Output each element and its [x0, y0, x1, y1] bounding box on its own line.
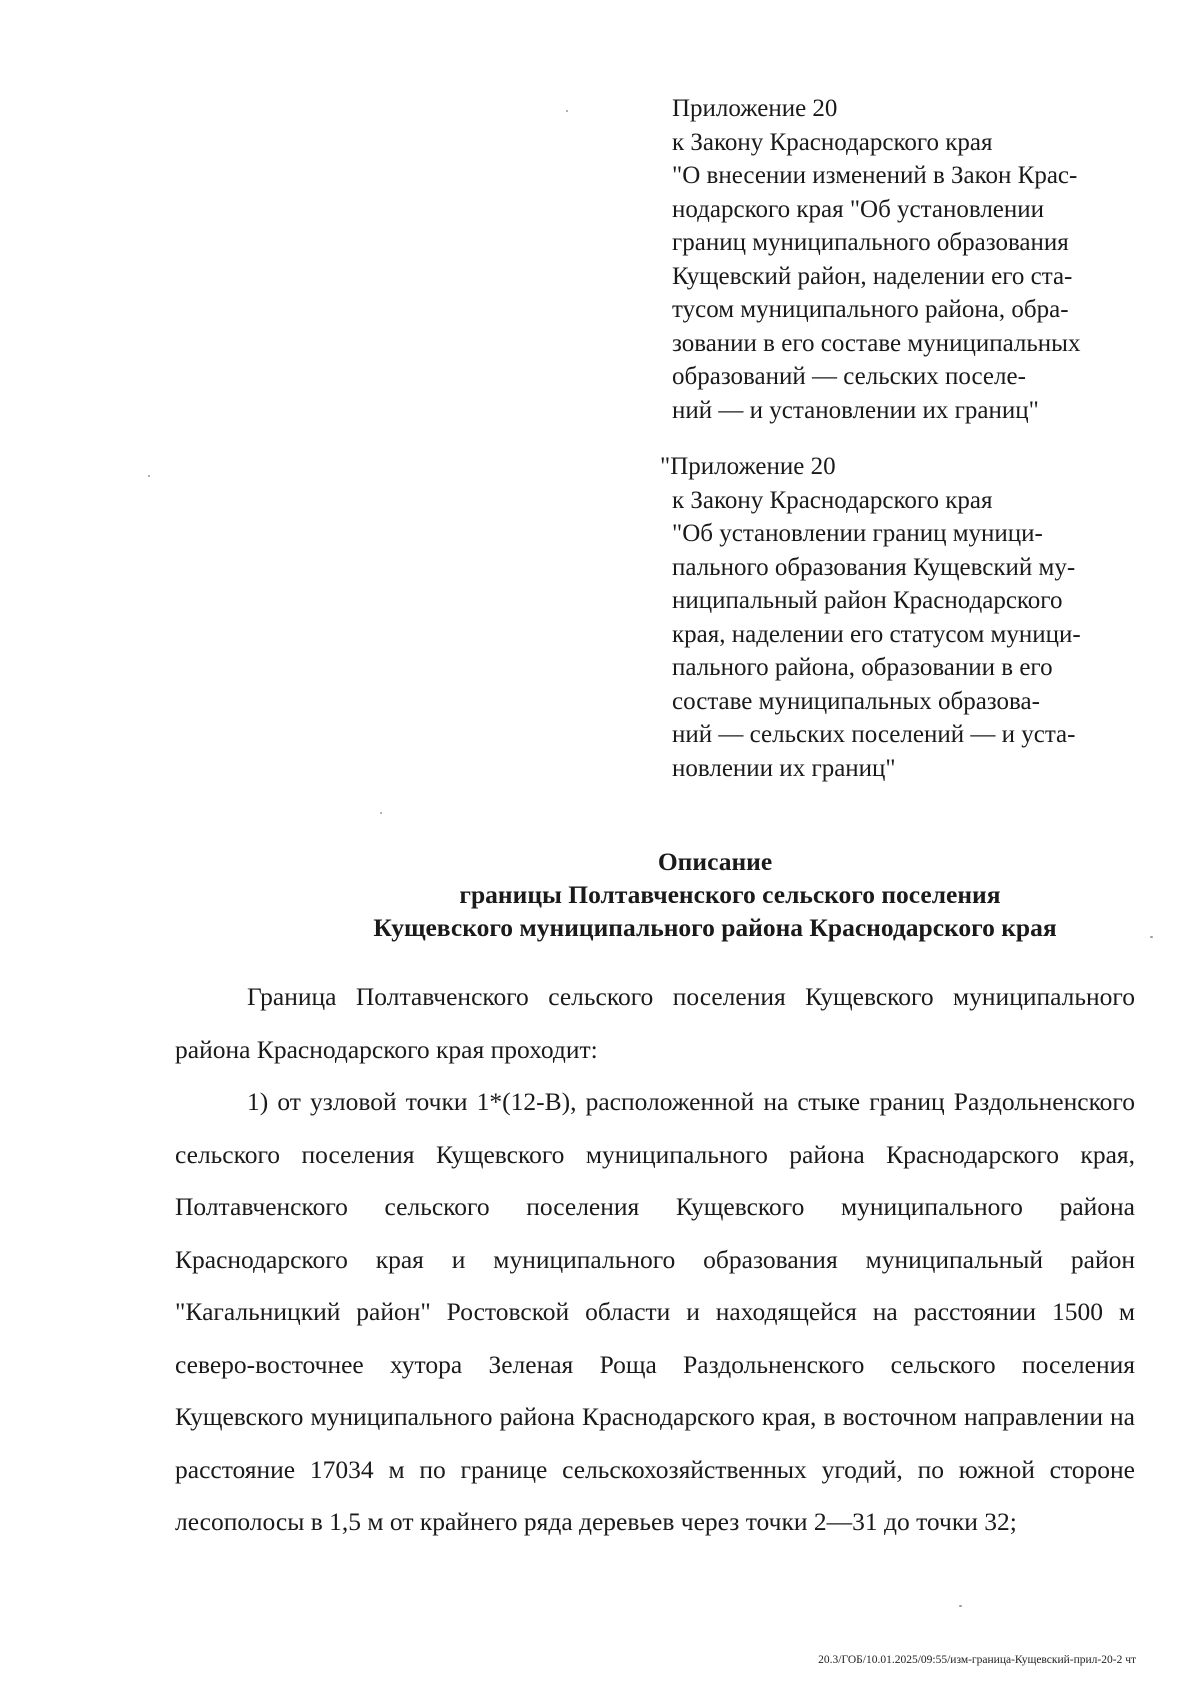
annex-line: нодарского края "Об установлении [672, 195, 1045, 223]
annex-line: образований — сельских поселе- [672, 363, 1026, 390]
annex-header-current [672, 92, 1132, 427]
intro-paragraph: Граница Полтавченского сельского поселения Кущевского муниципального района Краснодарского края проходит: [175, 982, 1135, 1064]
annex-line: границ муниципального образования [672, 229, 1069, 256]
document-body [175, 971, 1135, 1549]
annex-line: ниципальный район Краснодарского [672, 587, 1063, 614]
title-line: Описание [657, 847, 773, 876]
document-title [160, 845, 1200, 944]
annex-line: пального района, образовании в его [672, 654, 1053, 681]
document-footer-code: 20.3/ГОБ/10.01.2025/09:55/изм-граница-Кущевский-прил-20-2 чт [818, 1654, 1136, 1666]
annex-line: ний — сельских поселений — и уста- [672, 721, 1076, 748]
annex-line: Приложение 20 [672, 95, 838, 122]
annex-line: Кущевский район, наделении его ста- [672, 262, 1073, 290]
annex-line: к Закону Краснодарского края [672, 128, 993, 156]
scan-speck [566, 110, 568, 112]
scan-speck [1150, 936, 1153, 938]
scan-speck [959, 1605, 962, 1607]
annex-line: новлении их границ" [672, 754, 896, 782]
annex-line: "Об установлении границ муници- [672, 520, 1043, 547]
annex-line: тусом муниципального района, обра- [672, 296, 1069, 323]
annex-line: пального образования Кущевский му- [672, 553, 1076, 581]
scan-speck [380, 812, 382, 814]
annex-line: края, наделении его статусом муници- [672, 620, 1081, 648]
annex-line: к Закону Краснодарского края [672, 486, 993, 514]
annex-line: составе муниципальных образова- [672, 687, 1040, 715]
title-line: Кущевского муниципального района Краснодарского края [373, 913, 1057, 942]
annex-header-new [660, 450, 1132, 785]
annex-line: ний — и установлении их границ" [672, 396, 1039, 424]
item-paragraph: 1) от узловой точки 1*(12-В), расположенной на стыке границ Раздольненского сельского поселения Кущевского муниципального района Краснодарского края, Полтавченского сельского поселения Кущевского муниципального района Краснодарского края и муниципального образования муниципальный район "Кагальницкий район" Ростовской области и находящейся на расстоянии 1500 м северо-восточнее хутора Зеленая Роща Раздольненского сельского поселения Кущевского муниципального района Краснодарского края, в восточном направлении на расстояние 17034 м по границе сельскохозяйственных угодий, по южной стороне лесополосы в 1,5 м от крайнего ряда деревьев через точки 2—31 до точки 32; [175, 1087, 1135, 1536]
scan-speck [148, 475, 150, 477]
annex-line: зовании в его составе муниципальных [672, 329, 1081, 357]
annex-line: "Приложение 20 [660, 453, 836, 480]
title-line: границы Полтавченского сельского поселения [459, 880, 1001, 909]
annex-line: "О внесении изменений в Закон Крас- [672, 162, 1078, 189]
